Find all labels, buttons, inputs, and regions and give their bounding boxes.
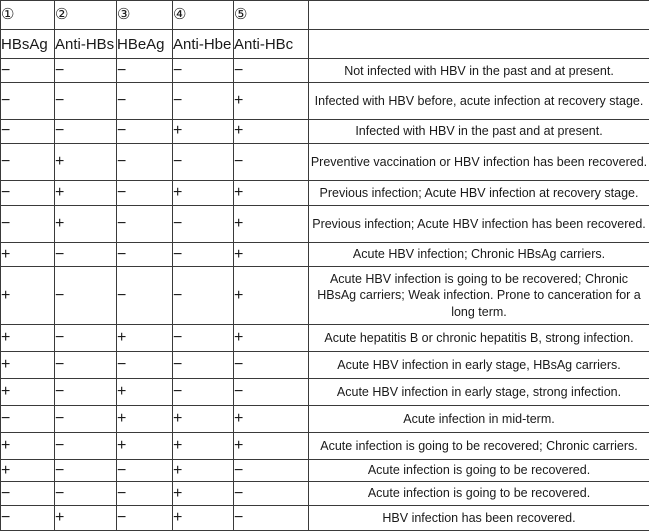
table-row-column-headers (1, 30, 649, 59)
cell-marker: − (173, 83, 234, 119)
cell-marker: + (234, 433, 309, 460)
cell-marker: + (117, 433, 173, 460)
cell-marker: − (117, 351, 173, 378)
marker-number-3: ③ (117, 1, 173, 30)
cell-marker: + (1, 267, 55, 324)
cell-marker: + (1, 351, 55, 378)
cell-interpretation: Acute infection is going to be recovered; Chronic carriers. (309, 433, 649, 460)
cell-marker: − (1, 143, 55, 180)
cell-marker: + (1, 242, 55, 267)
cell-marker: − (117, 59, 173, 83)
column-header-anti-hbe: Anti-Hbe (173, 30, 234, 59)
cell-marker: + (234, 206, 309, 242)
cell-marker: − (55, 378, 117, 405)
cell-interpretation: Preventive vaccination or HBV infection has been recovered. (309, 143, 649, 180)
cell-marker: − (55, 267, 117, 324)
table-row (1, 324, 649, 351)
column-header-anti-hbc: Anti-HBc (234, 30, 309, 59)
cell-marker: − (117, 267, 173, 324)
cell-interpretation: Acute HBV infection is going to be recovered; Chronic HBsAg carriers; Weak infection. Prone to canceration for a long term. (309, 267, 649, 324)
cell-interpretation: Previous infection; Acute HBV infection has been recovered. (309, 206, 649, 242)
table-row (1, 481, 649, 505)
cell-interpretation: HBV infection has been recovered. (309, 505, 649, 530)
cell-marker: − (55, 83, 117, 119)
cell-marker: − (55, 481, 117, 505)
cell-marker: − (117, 119, 173, 143)
cell-interpretation: Acute infection is going to be recovered. (309, 481, 649, 505)
cell-marker: − (1, 206, 55, 242)
table-row (1, 119, 649, 143)
cell-marker: + (55, 505, 117, 530)
cell-marker: − (55, 242, 117, 267)
cell-marker: + (173, 433, 234, 460)
cell-marker: − (1, 481, 55, 505)
column-header-anti-hbs: Anti-HBs (55, 30, 117, 59)
cell-marker: + (173, 505, 234, 530)
cell-marker: − (234, 460, 309, 482)
table-row (1, 242, 649, 267)
table-row (1, 206, 649, 242)
cell-marker: − (1, 181, 55, 206)
column-header-hbeag: HBeAg (117, 30, 173, 59)
cell-marker: − (55, 324, 117, 351)
cell-marker: − (1, 119, 55, 143)
cell-interpretation: Acute infection is going to be recovered. (309, 460, 649, 482)
cell-marker: + (173, 405, 234, 432)
cell-marker: + (55, 143, 117, 180)
cell-marker: − (173, 59, 234, 83)
cell-interpretation: Not infected with HBV in the past and at present. (309, 59, 649, 83)
cell-marker: − (55, 405, 117, 432)
marker-number-2: ② (55, 1, 117, 30)
marker-number-1: ① (1, 1, 55, 30)
cell-marker: − (234, 351, 309, 378)
cell-marker: + (173, 119, 234, 143)
table-row (1, 460, 649, 482)
table-row (1, 505, 649, 530)
cell-marker: − (117, 206, 173, 242)
cell-marker: + (234, 119, 309, 143)
cell-interpretation: Acute infection in mid-term. (309, 405, 649, 432)
cell-marker: − (173, 206, 234, 242)
cell-marker: − (234, 505, 309, 530)
cell-marker: − (117, 505, 173, 530)
cell-marker: + (117, 378, 173, 405)
cell-marker: + (173, 181, 234, 206)
cell-interpretation: Acute HBV infection; Chronic HBsAg carriers. (309, 242, 649, 267)
table-row (1, 181, 649, 206)
marker-number-5: ⑤ (234, 1, 309, 30)
cell-marker: − (1, 59, 55, 83)
cell-marker: − (1, 505, 55, 530)
table-row (1, 59, 649, 83)
table-row (1, 405, 649, 432)
cell-marker: − (1, 405, 55, 432)
cell-interpretation: Acute HBV infection in early stage, strong infection. (309, 378, 649, 405)
cell-marker: − (117, 460, 173, 482)
cell-marker: − (234, 59, 309, 83)
cell-marker: + (55, 181, 117, 206)
table-row (1, 143, 649, 180)
cell-marker: + (1, 433, 55, 460)
cell-marker: + (234, 267, 309, 324)
cell-marker: − (55, 433, 117, 460)
column-header-hbsag: HBsAg (1, 30, 55, 59)
cell-marker: − (173, 143, 234, 180)
cell-marker: − (55, 351, 117, 378)
marker-number-4: ④ (173, 1, 234, 30)
cell-marker: + (1, 378, 55, 405)
cell-interpretation: Infected with HBV before, acute infection at recovery stage. (309, 83, 649, 119)
marker-number-blank (309, 1, 649, 30)
cell-marker: − (234, 481, 309, 505)
cell-interpretation: Infected with HBV in the past and at present. (309, 119, 649, 143)
cell-marker: − (117, 242, 173, 267)
cell-marker: + (234, 242, 309, 267)
cell-marker: + (173, 481, 234, 505)
cell-marker: − (117, 143, 173, 180)
table-row (1, 378, 649, 405)
cell-marker: + (173, 460, 234, 482)
cell-marker: − (55, 119, 117, 143)
cell-marker: − (173, 242, 234, 267)
cell-marker: − (173, 324, 234, 351)
cell-marker: − (117, 481, 173, 505)
cell-marker: − (173, 267, 234, 324)
cell-marker: + (117, 405, 173, 432)
table-row (1, 83, 649, 119)
table-row (1, 267, 649, 324)
cell-marker: − (173, 351, 234, 378)
column-header-interpretation-blank (309, 30, 649, 59)
cell-marker: + (234, 405, 309, 432)
cell-marker: − (173, 378, 234, 405)
cell-marker: − (234, 378, 309, 405)
cell-marker: − (117, 83, 173, 119)
cell-marker: − (234, 143, 309, 180)
table-row (1, 351, 649, 378)
cell-interpretation: Acute HBV infection in early stage, HBsAg carriers. (309, 351, 649, 378)
table-row-marker-numbers (1, 1, 649, 30)
cell-marker: + (1, 324, 55, 351)
cell-marker: + (234, 181, 309, 206)
cell-marker: − (1, 83, 55, 119)
table-row (1, 433, 649, 460)
cell-marker: + (117, 324, 173, 351)
cell-marker: + (55, 206, 117, 242)
cell-marker: − (117, 181, 173, 206)
cell-interpretation: Acute hepatitis B or chronic hepatitis B, strong infection. (309, 324, 649, 351)
cell-marker: − (55, 460, 117, 482)
cell-marker: + (234, 324, 309, 351)
cell-marker: − (55, 59, 117, 83)
cell-interpretation: Previous infection; Acute HBV infection at recovery stage. (309, 181, 649, 206)
cell-marker: + (1, 460, 55, 482)
cell-marker: + (234, 83, 309, 119)
